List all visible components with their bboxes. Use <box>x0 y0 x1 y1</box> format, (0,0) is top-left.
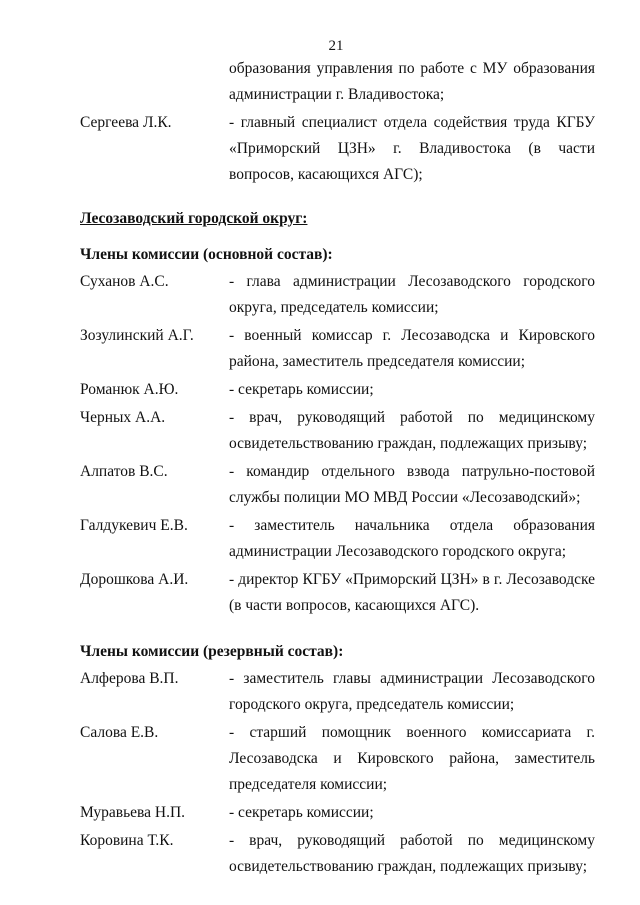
subsection-title-main: Члены комиссии (основной состав): <box>80 246 333 263</box>
page-number: 21 <box>328 38 344 54</box>
member-name: Сергеева Л.К. <box>80 114 172 131</box>
subsection-title-reserve: Члены комиссии (резервный состав): <box>80 643 344 660</box>
continuation-row <box>80 56 595 108</box>
member-description: образования управления по работе с МУ образования администрации г. Владивостока; <box>229 60 595 103</box>
member-name: Романюк А.Ю. <box>80 381 179 398</box>
document-content <box>80 56 595 880</box>
member-row <box>80 567 595 619</box>
member-description: - старший помощник военного комиссариата г. Лесозаводска и Кировского района, заместитель председателя комиссии; <box>229 724 595 793</box>
member-description: - заместитель главы администрации Лесозаводского городского округа, председатель комиссии; <box>229 670 595 713</box>
member-name: Салова Е.В. <box>80 724 159 741</box>
member-description: - главный специалист отдела содействия труда КГБУ «Приморский ЦЗН» г. Владивостока (в части вопросов, касающихся АГС); <box>229 114 595 183</box>
member-row <box>80 377 595 403</box>
member-name: Черных А.А. <box>80 409 166 426</box>
member-name: Алферова В.П. <box>80 670 179 687</box>
member-row <box>80 720 595 798</box>
member-name: Муравьева Н.П. <box>80 804 186 821</box>
member-row <box>80 800 595 826</box>
member-name: Суханов А.С. <box>80 273 169 290</box>
member-description: - заместитель начальника отдела образования администрации Лесозаводского городского округа; <box>229 517 595 560</box>
member-description: - врач, руководящий работой по медицинскому освидетельствованию граждан, подлежащих призыву; <box>229 409 595 452</box>
member-row <box>80 828 595 880</box>
section-title: Лесозаводский городской округ: <box>80 210 308 227</box>
member-description: - секретарь комиссии; <box>229 381 374 398</box>
member-description: - директор КГБУ «Приморский ЦЗН» в г. Лесозаводске (в части вопросов, касающихся АГС). <box>229 571 595 614</box>
member-row <box>80 459 595 511</box>
member-row <box>80 666 595 718</box>
member-row <box>80 110 595 188</box>
member-name: Дорошкова А.И. <box>80 571 189 588</box>
member-row <box>80 513 595 565</box>
member-description: - врач, руководящий работой по медицинскому освидетельствованию граждан, подлежащих призыву; <box>229 832 595 875</box>
member-row <box>80 323 595 375</box>
member-description: - секретарь комиссии; <box>229 804 374 821</box>
member-name: Зозулинский А.Г. <box>80 327 194 344</box>
member-name: Алпатов В.С. <box>80 463 168 480</box>
member-row <box>80 269 595 321</box>
member-name: Коровина Т.К. <box>80 832 174 849</box>
member-row <box>80 405 595 457</box>
member-description: - командир отдельного взвода патрульно-постовой службы полиции МО МВД России «Лесозаводский»; <box>229 463 595 506</box>
member-name: Галдукевич Е.В. <box>80 517 188 534</box>
member-description: - глава администрации Лесозаводского городского округа, председатель комиссии; <box>229 273 595 316</box>
member-description: - военный комиссар г. Лесозаводска и Кировского района, заместитель председателя комиссии; <box>229 327 595 370</box>
